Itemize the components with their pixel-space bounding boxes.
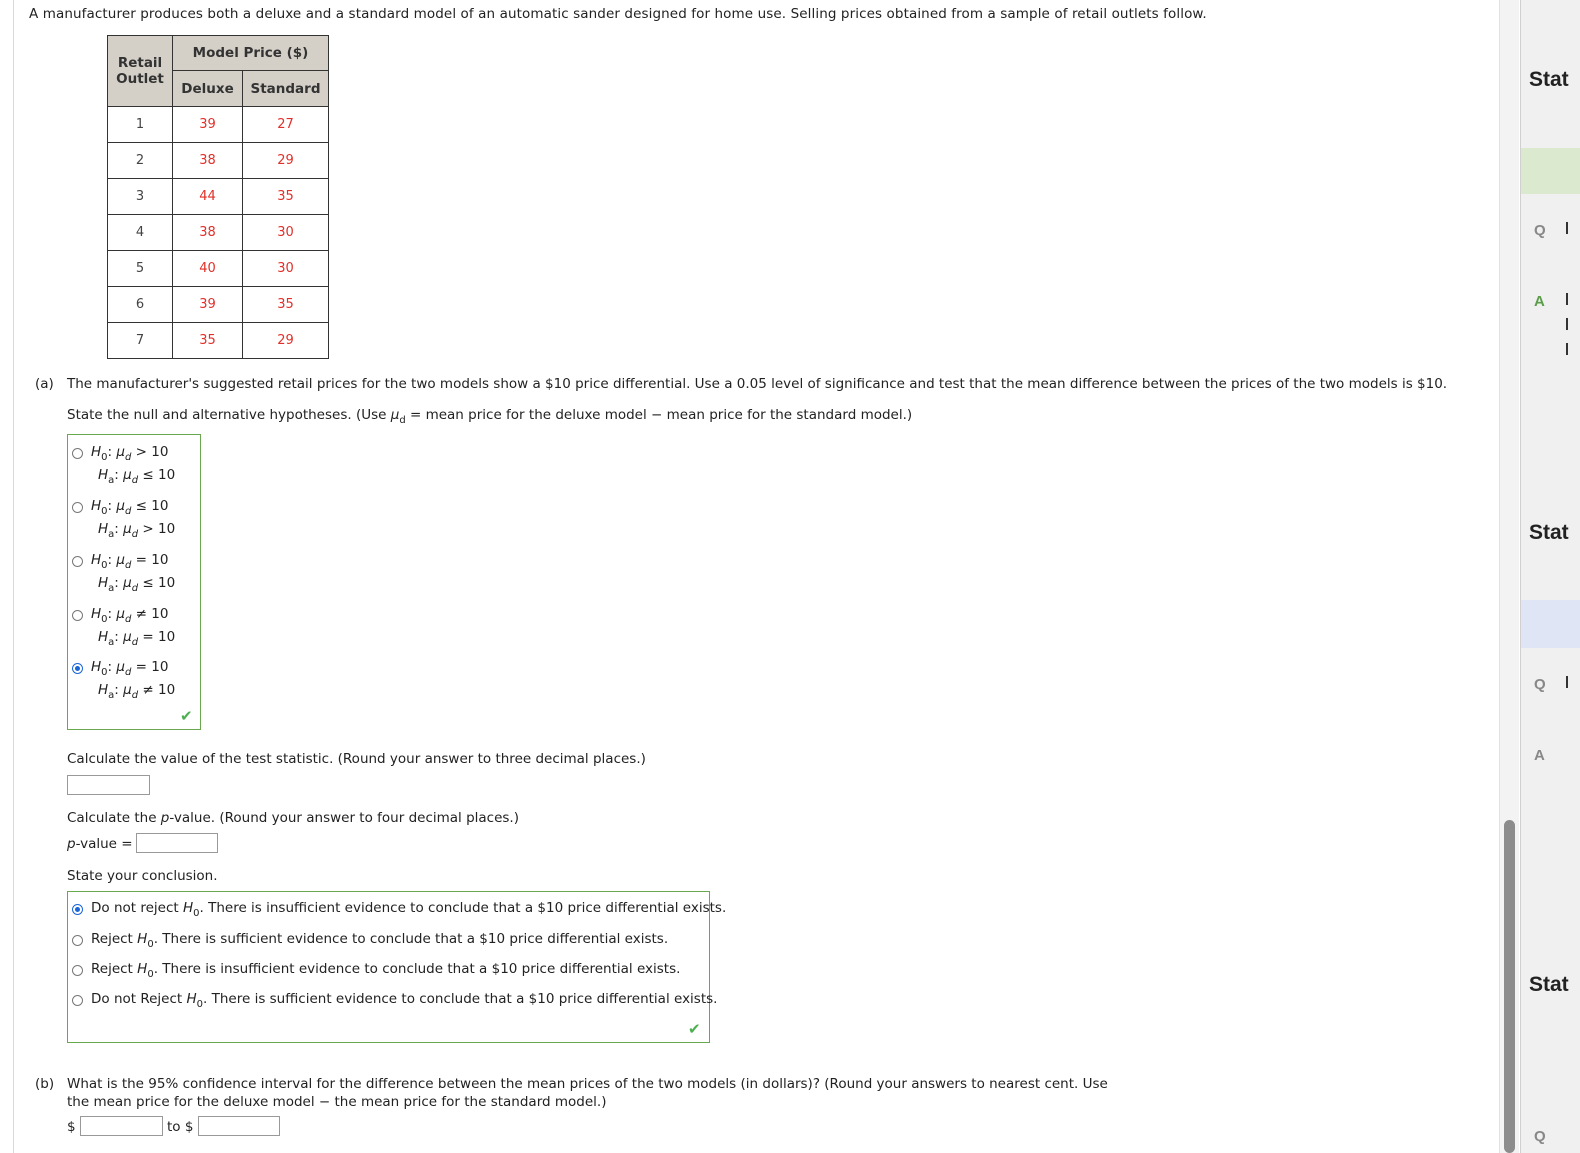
radio-button-selected[interactable] (72, 663, 83, 674)
panel-text-fragment (1566, 343, 1568, 355)
hypotheses-options-box: $H_0$: $\mu_d > 10$ $H_a$: $\mu_d \le 10$ $H_0$: $\mu_d \le 10$ $H_a$: $\mu_d > 10$ $H_0$: $\mu_d = 10$ $H_a$: $\mu_d \le 10$ $H_0$: $\mu_d \ne 10$ $H_a$: $\mu_d = 10$ $H_0$: $\mu_d = 10$ $H_a$: $\mu_d \ne 10$ ✔ (67, 434, 201, 730)
hypotheses-prompt: State the null and alternative hypotheses. (Use $\mu_d$ = mean price for the deluxe model − mean price for the standard model.) (67, 407, 913, 426)
pvalue-prompt: Calculate the p-value. (Round your answer to four decimal places.) (67, 810, 519, 826)
radio-button[interactable] (72, 965, 83, 976)
cell-outlet: 6 (108, 287, 173, 323)
table-row (108, 107, 329, 143)
panel-text-fragment (1566, 222, 1568, 234)
panel-title-3: Stat (1529, 973, 1569, 996)
table-row (108, 323, 329, 359)
part-b-prompt-line2: the mean price for the deluxe model − the mean price for the standard model.) (67, 1094, 607, 1110)
cell-deluxe: 39 (173, 287, 243, 323)
panel-band-green (1521, 148, 1580, 194)
table-row (108, 179, 329, 215)
cell-deluxe: 44 (173, 179, 243, 215)
cell-deluxe: 39 (173, 107, 243, 143)
dollar-sign: $ (67, 1119, 76, 1135)
cell-deluxe: 40 (173, 251, 243, 287)
cell-outlet: 1 (108, 107, 173, 143)
cell-standard: 35 (243, 179, 329, 215)
intro-text: A manufacturer produces both a deluxe and a standard model of an automatic sander designed for home use. Selling prices obtained from a sample of retail outlets follow. (29, 6, 1207, 22)
panel-title-2: Stat (1529, 521, 1569, 544)
to-label: to $ (167, 1119, 194, 1135)
correct-check-icon: ✔ (688, 1020, 701, 1038)
test-stat-prompt: Calculate the value of the test statistic. (Round your answer to three decimal places.) (67, 751, 646, 767)
table-row (108, 143, 329, 179)
part-b-label: (b) (35, 1076, 55, 1092)
radio-button[interactable] (72, 448, 83, 459)
question-content (14, 0, 1499, 1153)
panel-text-fragment (1566, 676, 1568, 688)
cell-deluxe: 35 (173, 323, 243, 359)
cell-standard: 35 (243, 287, 329, 323)
cell-deluxe: 38 (173, 215, 243, 251)
answer-badge: A (1534, 293, 1545, 310)
radio-button[interactable] (72, 935, 83, 946)
test-statistic-input[interactable] (67, 775, 150, 795)
answer-badge: A (1534, 747, 1545, 764)
table-row (108, 251, 329, 287)
table-row (108, 287, 329, 323)
scrollbar-thumb[interactable] (1504, 820, 1515, 1153)
cell-outlet: 5 (108, 251, 173, 287)
panel-band-blue (1521, 600, 1580, 648)
radio-button[interactable] (72, 610, 83, 621)
cell-standard: 30 (243, 251, 329, 287)
pvalue-input[interactable] (136, 833, 218, 853)
radio-button[interactable] (72, 556, 83, 567)
header-deluxe: Deluxe (173, 71, 243, 107)
panel-title-1: Stat (1529, 68, 1569, 91)
panel-text-fragment (1566, 318, 1568, 330)
table-row (108, 215, 329, 251)
header-model-price: Model Price ($) (173, 36, 329, 71)
right-side-panel (1520, 0, 1580, 1153)
pvalue-label: p-value = (67, 836, 133, 852)
part-a-prompt: The manufacturer's suggested retail prices for the two models show a $10 price differential. Use a 0.05 level of significance and test that the mean difference between the prices of the two models is $10. (67, 376, 1448, 392)
price-table (107, 35, 329, 359)
correct-check-icon: ✔ (180, 707, 193, 725)
cell-standard: 27 (243, 107, 329, 143)
ci-lower-input[interactable] (80, 1116, 163, 1136)
question-badge: Q (1534, 222, 1546, 239)
radio-button-selected[interactable] (72, 904, 83, 915)
radio-button[interactable] (72, 502, 83, 513)
part-a-label: (a) (35, 376, 54, 392)
part-b-prompt-line1: What is the 95% confidence interval for the difference between the mean prices of the two models (in dollars)? (Round your answers to nearest cent. Use (67, 1076, 1108, 1092)
cell-outlet: 7 (108, 323, 173, 359)
radio-button[interactable] (72, 995, 83, 1006)
question-badge: Q (1534, 1128, 1546, 1145)
cell-outlet: 4 (108, 215, 173, 251)
cell-standard: 30 (243, 215, 329, 251)
header-standard: Standard (243, 71, 329, 107)
cell-deluxe: 38 (173, 143, 243, 179)
cell-standard: 29 (243, 143, 329, 179)
cell-outlet: 3 (108, 179, 173, 215)
ci-upper-input[interactable] (198, 1116, 280, 1136)
header-retail-outlet: Retail Outlet (108, 36, 173, 107)
cell-standard: 29 (243, 323, 329, 359)
question-badge: Q (1534, 676, 1546, 693)
conclusion-prompt: State your conclusion. (67, 868, 218, 884)
cell-outlet: 2 (108, 143, 173, 179)
conclusion-options-box: Do not reject $H_0$. There is insufficient evidence to conclude that a $10 price differential exists. Reject $H_0$. There is sufficient evidence to conclude that a $10 price differential exists. Reject $H_0$. There is insufficient evidence to conclude that a $10 price differential exists. Do not Reject $H_0$. There is sufficient evidence to conclude that a $10 price differential exists. ✔ (67, 891, 710, 1043)
panel-text-fragment (1566, 293, 1568, 305)
